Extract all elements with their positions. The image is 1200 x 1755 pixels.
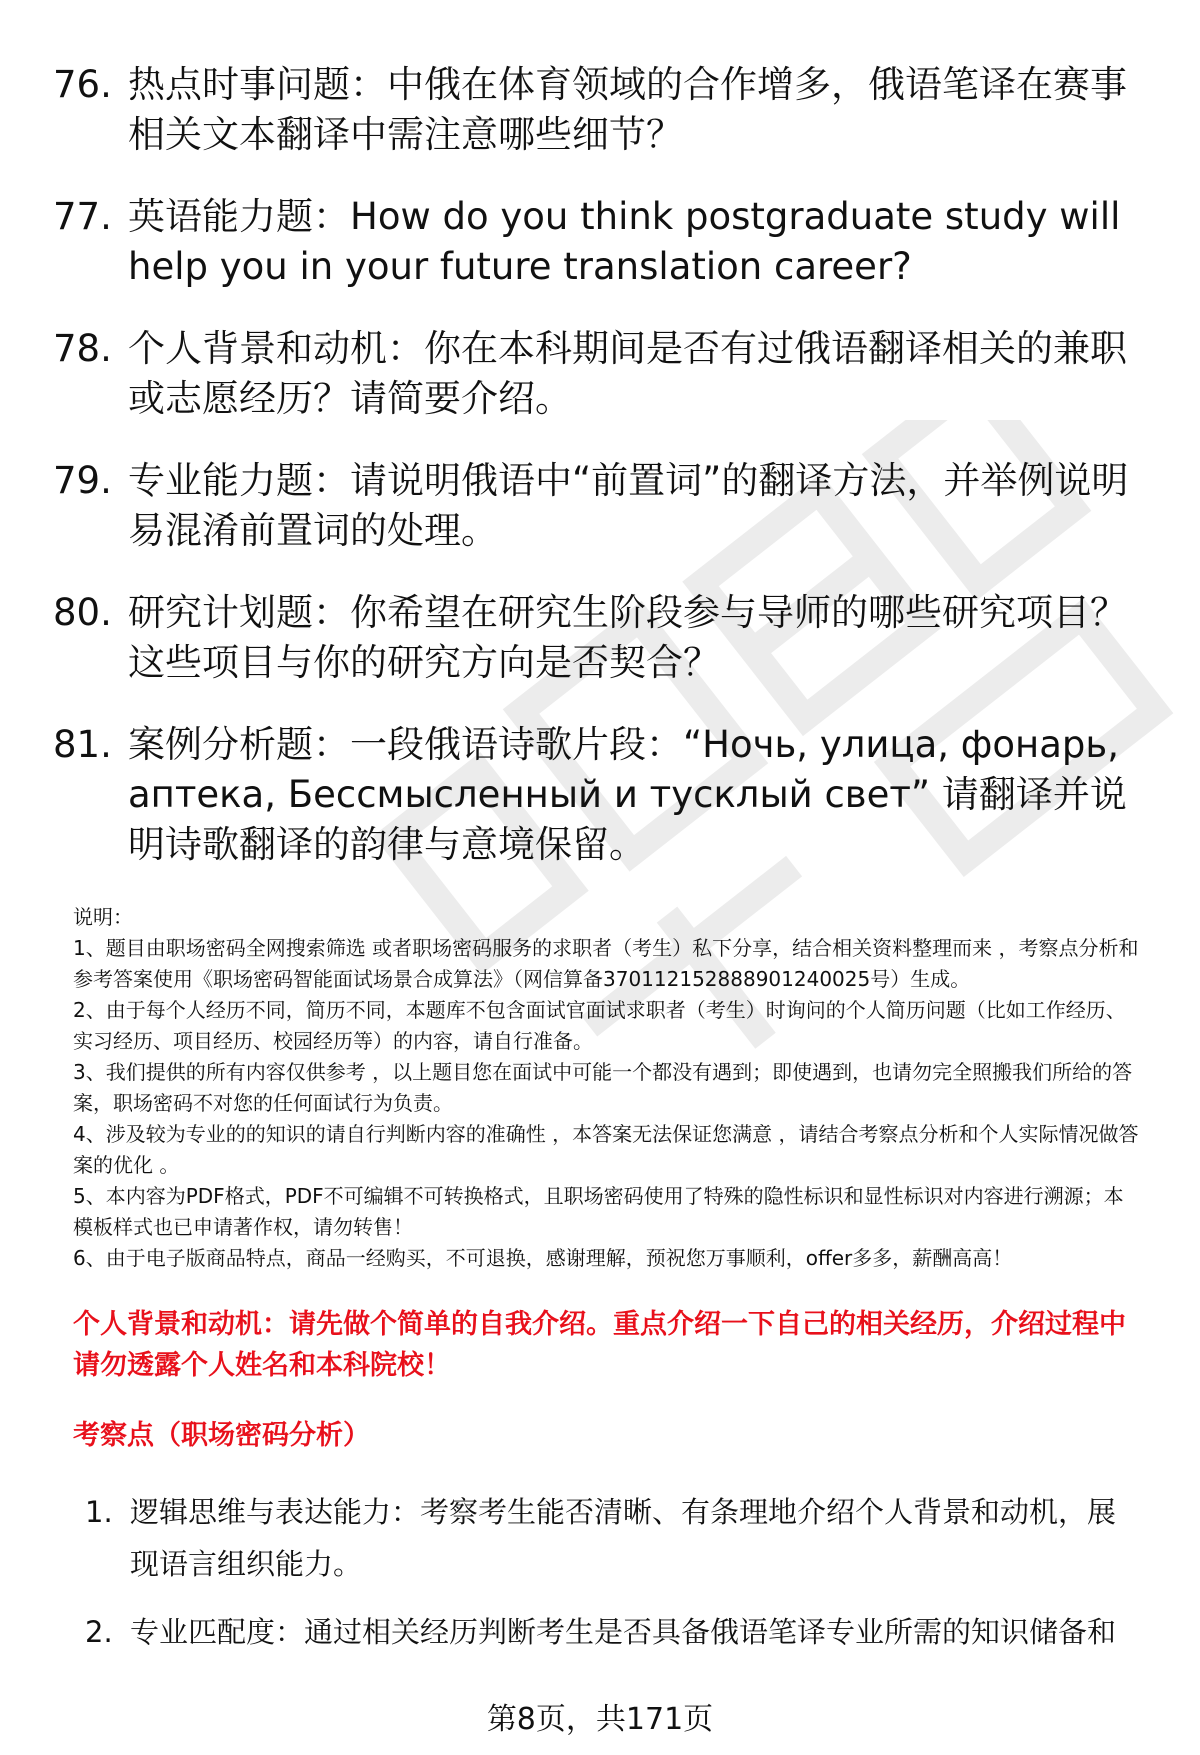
question-list [53,0,1150,870]
question-number: 79. [53,459,112,502]
section-question-heading: 个人背景和动机：请先做个简单的自我介绍。重点介绍一下自己的相关经历，介绍过程中请勿透露个人姓名和本科院校！ [73,1309,1126,1381]
question-number: 76. [53,63,112,106]
question-item [53,720,1150,870]
note-item: 4、涉及较为专业的的知识的请自行判断内容的准确性 ，本答案无法保证您满意 ，请结合考察点分析和个人实际情况做答案的优化 。 [73,1122,1139,1177]
analysis-point [53,1606,1150,1658]
question-item [53,60,1150,160]
question-number: 78. [53,327,112,370]
question-text: 研究计划题：你希望在研究生阶段参与导师的哪些研究项目？这些项目与你的研究方向是否契合？ [128,591,1127,684]
question-text: 热点时事问题：中俄在体育领域的合作增多，俄语笔译在赛事相关文本翻译中需注意哪些细节？ [128,63,1127,156]
note-item: 2、由于每个人经历不同，简历不同，本题库不包含面试官面试求职者（考生）时询问的个人简历问题（比如工作经历、实习经历、项目经历、校园经历等）的内容，请自行准备。 [73,998,1126,1053]
point-text: 逻辑思维与表达能力：考察考生能否清晰、有条理地介绍个人背景和动机，展现语言组织能力。 [130,1495,1117,1581]
notes-title: 说明： [73,905,133,929]
question-text: 英语能力题：How do you think postgraduate study will help you in your future translation career? [128,195,1121,288]
page-footer: 第8页，共171页 [486,1702,714,1737]
note-item: 6、由于电子版商品特点，商品一经购买，不可退换，感谢理解，预祝您万事顺利，offer多多，薪酬高高！ [73,1246,1013,1270]
analysis-subheading: 考察点（职场密码分析） [73,1420,370,1451]
note-item: 3、我们提供的所有内容仅供参考 ，以上题目您在面试中可能一个都没有遇到；即使遇到，也请勿完全照搬我们所给的答案，职场密码不对您的任何面试行为负责。 [73,1060,1133,1115]
question-text: 专业能力题：请说明俄语中“前置词”的翻译方法，并举例说明易混淆前置词的处理。 [128,459,1129,552]
analysis-point-list [53,1486,1150,1658]
question-item [53,588,1150,688]
disclaimer-notes [53,902,1150,1274]
question-item [53,324,1150,424]
note-item: 5、本内容为PDF格式，PDF不可编辑不可转换格式，且职场密码使用了特殊的隐性标识和显性标识对内容进行溯源；本模板样式也已申请著作权，请勿转售！ [73,1184,1124,1239]
note-item: 1、题目由职场密码全网搜索筛选 或者职场密码服务的求职者（考生）私下分享，结合相关资料整理而来 ，考察点分析和参考答案使用《职场密码智能面试场景合成算法》（网信算备370112152888901240025号）生成。 [73,936,1139,991]
question-number: 77. [53,195,112,238]
question-text: 案例分析题：一段俄语诗歌片段：“Ночь, улица, фонарь, аптека, Бессмысленный и тусклый свет” 请翻译并说明诗歌翻译的韵律与意境保留。 [128,723,1127,866]
point-number: 2. [85,1615,113,1649]
question-item [53,192,1150,292]
question-number: 80. [53,591,112,634]
question-number: 81. [53,723,112,766]
point-text: 专业匹配度：通过相关经历判断考生是否具备俄语笔译专业所需的知识储备和 [130,1615,1117,1649]
point-number: 1. [85,1495,113,1529]
question-text: 个人背景和动机：你在本科期间是否有过俄语翻译相关的兼职或志愿经历？请简要介绍。 [128,327,1127,420]
question-item [53,456,1150,556]
analysis-point [53,1486,1150,1590]
